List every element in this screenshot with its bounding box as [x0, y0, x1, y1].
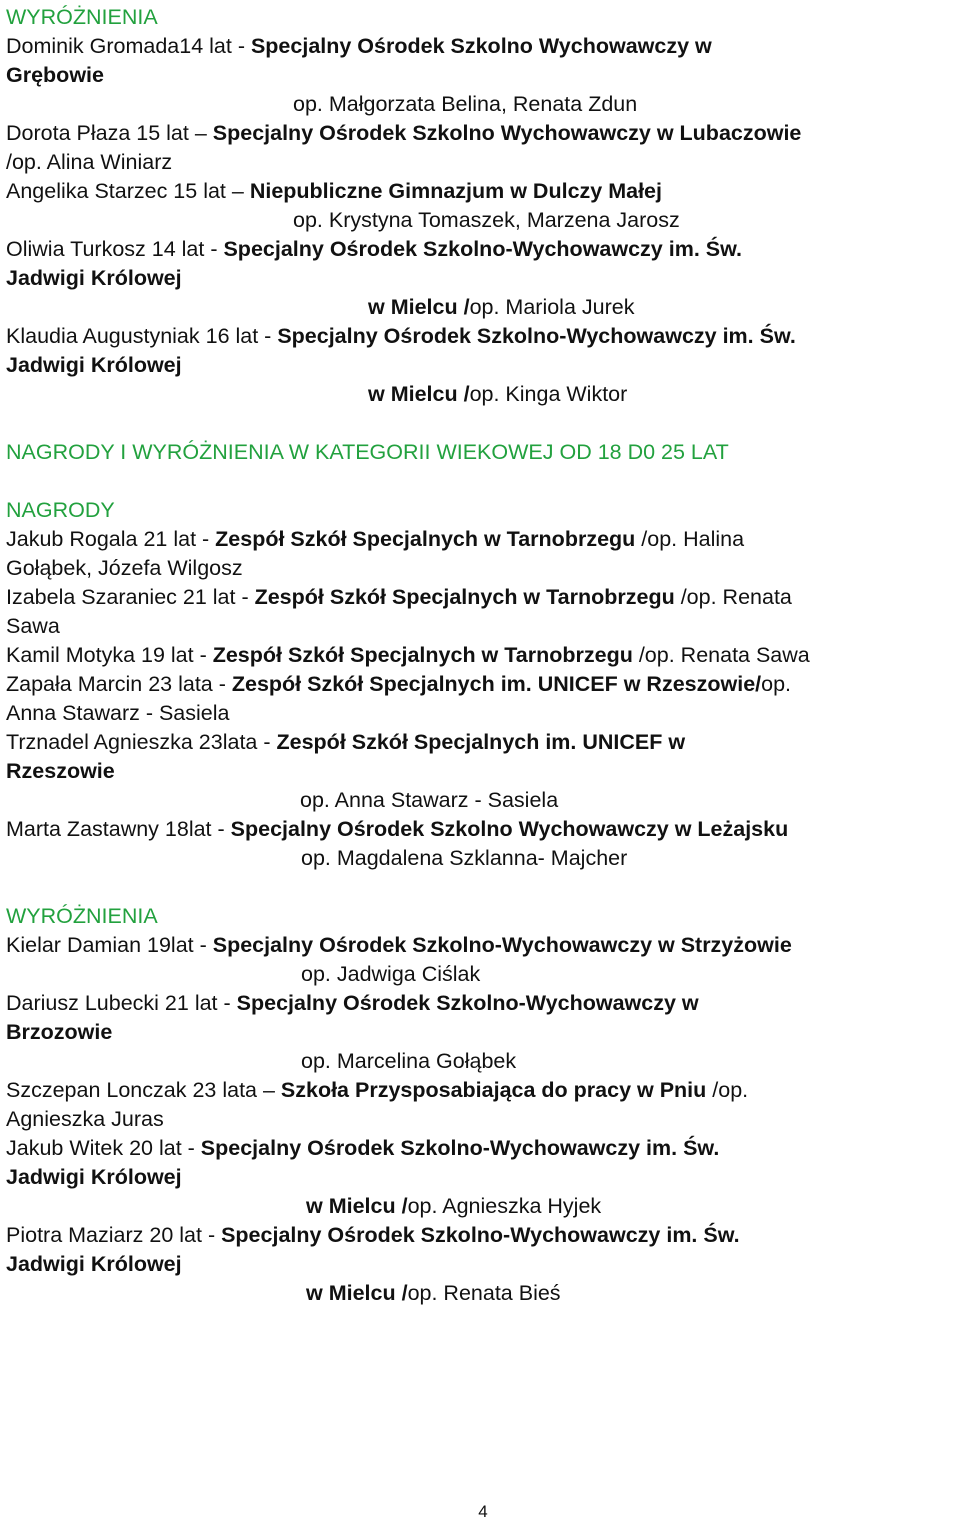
entry-line: Jadwigi Królowej	[6, 1252, 182, 1276]
supervisor-line: Sawa	[6, 614, 60, 638]
entry-line: Marta Zastawny 18lat - Specjalny Ośrodek Szkolno Wychowawczy w Leżajsku	[6, 817, 789, 841]
entry-line: Oliwia Turkosz 14 lat - Specjalny Ośrodek Szkolno-Wychowawczy im. Św.	[6, 237, 743, 261]
entry-line: Kamil Motyka 19 lat - Zespół Szkół Specjalnych w Tarnobrzegu /op. Renata Sawa	[6, 643, 810, 667]
entry-line: Dorota Płaza 15 lat – Specjalny Ośrodek Szkolno Wychowawczy w Lubaczowie	[6, 121, 802, 145]
supervisor-line: w Mielcu /op. Kinga Wiktor	[368, 382, 628, 406]
supervisor-line: Agnieszka Juras	[6, 1107, 164, 1131]
entry-line: Kielar Damian 19lat - Specjalny Ośrodek Szkolno-Wychowawczy w Strzyżowie	[6, 933, 792, 957]
supervisor-line: Anna Stawarz - Sasiela	[6, 701, 230, 725]
supervisor-line: op. Małgorzata Belina, Renata Zdun	[293, 92, 638, 116]
entry-line: Angelika Starzec 15 lat – Niepubliczne Gimnazjum w Dulczy Małej	[6, 179, 662, 203]
entry-line: Dariusz Lubecki 21 lat - Specjalny Ośrodek Szkolno-Wychowawczy w	[6, 991, 699, 1015]
supervisor-line: op. Jadwiga Ciślak	[301, 962, 481, 986]
entry-line: Grębowie	[6, 63, 104, 87]
entry-line: Trznadel Agnieszka 23lata - Zespół Szkół Specjalnych im. UNICEF w	[6, 730, 686, 754]
category-heading: NAGRODY I WYRÓŻNIENIA W KATEGORII WIEKOWEJ OD 18 D0 25 LAT	[6, 440, 729, 464]
entry-line: Jakub Witek 20 lat - Specjalny Ośrodek Szkolno-Wychowawczy im. Św.	[6, 1136, 720, 1160]
spacer	[6, 467, 960, 496]
entry-line: Jakub Rogala 21 lat - Zespół Szkół Specjalnych w Tarnobrzegu /op. Halina	[6, 527, 745, 551]
section-heading-nagrody: NAGRODY	[6, 498, 115, 522]
entry-line: Izabela Szaraniec 21 lat - Zespół Szkół Specjalnych w Tarnobrzegu /op. Renata	[6, 585, 792, 609]
section-heading-wyroznienia: WYRÓŻNIENIA	[6, 5, 158, 29]
supervisor-line: Gołąbek, Józefa Wilgosz	[6, 556, 243, 580]
supervisor-line: w Mielcu /op. Mariola Jurek	[368, 295, 635, 319]
entry-line: Dominik Gromada14 lat - Specjalny Ośrodek Szkolno Wychowawczy w	[6, 34, 712, 58]
supervisor-line: op. Magdalena Szklanna- Majcher	[301, 846, 628, 870]
supervisor-line: /op. Alina Winiarz	[6, 150, 173, 174]
entry-line: Piotra Maziarz 20 lat - Specjalny Ośrodek Szkolno-Wychowawczy im. Św.	[6, 1223, 740, 1247]
entry-line: Szczepan Lonczak 23 lata – Szkoła Przysposabiająca do pracy w Pniu /op.	[6, 1078, 749, 1102]
entry-line: Jadwigi Królowej	[6, 353, 182, 377]
spacer	[6, 409, 960, 438]
entry-line: Jadwigi Królowej	[6, 266, 182, 290]
supervisor-line: w Mielcu /op. Renata Bieś	[306, 1281, 561, 1305]
entry-line: Rzeszowie	[6, 759, 115, 783]
supervisor-line: op. Anna Stawarz - Sasiela	[300, 788, 559, 812]
page-number: 4	[478, 1502, 488, 1521]
section-heading-wyroznienia: WYRÓŻNIENIA	[6, 904, 158, 928]
entry-line: Jadwigi Królowej	[6, 1165, 182, 1189]
entry-line: Klaudia Augustyniak 16 lat - Specjalny Ośrodek Szkolno-Wychowawczy im. Św.	[6, 324, 796, 348]
spacer	[6, 873, 960, 902]
entry-line: Zapała Marcin 23 lata - Zespół Szkół Specjalnych im. UNICEF w Rzeszowie/op.	[6, 672, 792, 696]
supervisor-line: w Mielcu /op. Agnieszka Hyjek	[306, 1194, 602, 1218]
supervisor-line: op. Krystyna Tomaszek, Marzena Jarosz	[293, 208, 680, 232]
entry-line: Brzozowie	[6, 1020, 113, 1044]
supervisor-line: op. Marcelina Gołąbek	[301, 1049, 517, 1073]
